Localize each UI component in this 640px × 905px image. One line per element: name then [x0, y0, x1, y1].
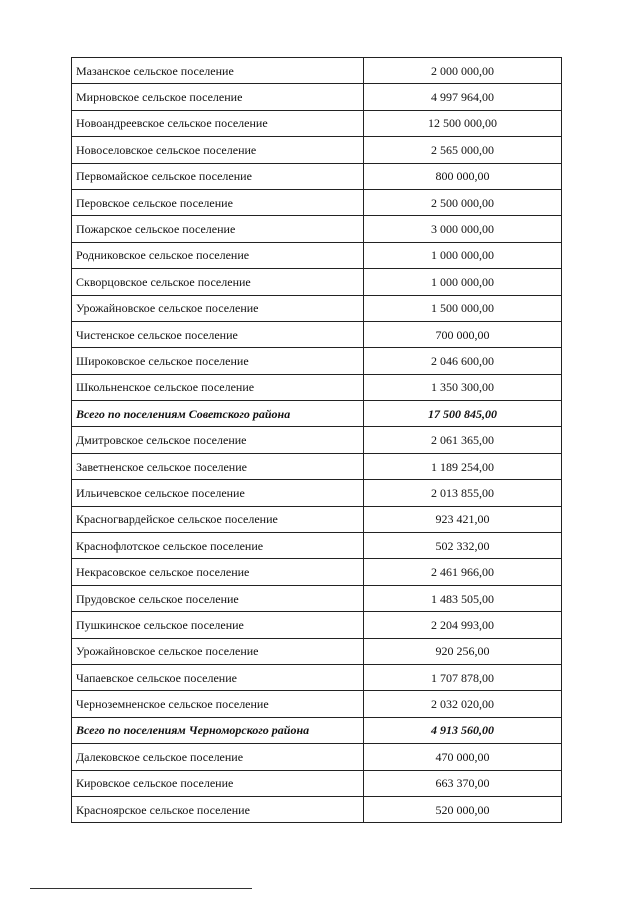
amount-cell: 1 189 254,00 — [364, 453, 562, 479]
settlement-name-cell: Чистенское сельское поселение — [72, 321, 364, 347]
amount-cell: 1 350 300,00 — [364, 374, 562, 400]
settlement-name-cell: Первомайское сельское поселение — [72, 163, 364, 189]
table-row — [72, 770, 562, 796]
table-row — [72, 559, 562, 585]
table-body — [72, 58, 562, 823]
amount-cell: 1 483 505,00 — [364, 585, 562, 611]
settlement-name-cell: Далековское сельское поселение — [72, 744, 364, 770]
settlement-name-cell: Дмитровское сельское поселение — [72, 427, 364, 453]
table-row — [72, 110, 562, 136]
amount-cell: 1 707 878,00 — [364, 664, 562, 690]
settlement-name-cell: Черноземненское сельское поселение — [72, 691, 364, 717]
settlement-name-cell: Краснофлотское сельское поселение — [72, 533, 364, 559]
amount-cell: 1 500 000,00 — [364, 295, 562, 321]
table-row — [72, 533, 562, 559]
amount-cell: 2 500 000,00 — [364, 189, 562, 215]
table-row — [72, 796, 562, 822]
table-row — [72, 58, 562, 84]
table-row — [72, 137, 562, 163]
settlement-name-cell: Чапаевское сельское поселение — [72, 664, 364, 690]
amount-cell: 663 370,00 — [364, 770, 562, 796]
settlement-name-cell: Мазанское сельское поселение — [72, 58, 364, 84]
settlement-funding-table — [71, 57, 562, 823]
amount-cell: 3 000 000,00 — [364, 216, 562, 242]
settlement-name-cell: Широковское сельское поселение — [72, 348, 364, 374]
amount-cell: 800 000,00 — [364, 163, 562, 189]
amount-cell: 2 000 000,00 — [364, 58, 562, 84]
table-row — [72, 269, 562, 295]
amount-cell: 920 256,00 — [364, 638, 562, 664]
amount-cell: 2 061 365,00 — [364, 427, 562, 453]
settlement-name-cell: Перовское сельское поселение — [72, 189, 364, 215]
amount-cell: 12 500 000,00 — [364, 110, 562, 136]
table-total-row — [72, 717, 562, 743]
district-total-label: Всего по поселениям Черноморского района — [72, 717, 364, 743]
table-row — [72, 242, 562, 268]
settlement-name-cell: Пушкинское сельское поселение — [72, 612, 364, 638]
amount-cell: 700 000,00 — [364, 321, 562, 347]
amount-cell: 2 565 000,00 — [364, 137, 562, 163]
table-row — [72, 480, 562, 506]
settlement-name-cell: Мирновское сельское поселение — [72, 84, 364, 110]
table-row — [72, 348, 562, 374]
amount-cell: 4 997 964,00 — [364, 84, 562, 110]
settlement-name-cell: Пожарское сельское поселение — [72, 216, 364, 242]
amount-cell: 520 000,00 — [364, 796, 562, 822]
amount-cell: 1 000 000,00 — [364, 269, 562, 295]
table-row — [72, 216, 562, 242]
footnote-separator-line — [30, 888, 252, 889]
settlement-name-cell: Прудовское сельское поселение — [72, 585, 364, 611]
settlement-name-cell: Кировское сельское поселение — [72, 770, 364, 796]
amount-cell: 2 032 020,00 — [364, 691, 562, 717]
settlement-name-cell: Заветненское сельское поселение — [72, 453, 364, 479]
amount-cell: 1 000 000,00 — [364, 242, 562, 268]
table-row — [72, 163, 562, 189]
district-total-label: Всего по поселениям Советского района — [72, 401, 364, 427]
settlement-name-cell: Краснoярское сельское поселение — [72, 796, 364, 822]
amount-cell: 2 204 993,00 — [364, 612, 562, 638]
district-total-amount: 4 913 560,00 — [364, 717, 562, 743]
table-row — [72, 612, 562, 638]
settlement-name-cell: Урожайновское сельское поселение — [72, 638, 364, 664]
table-row — [72, 84, 562, 110]
table-row — [72, 189, 562, 215]
settlement-name-cell: Новоандреевское сельское поселение — [72, 110, 364, 136]
table-row — [72, 321, 562, 347]
table-total-row — [72, 401, 562, 427]
amount-cell: 2 046 600,00 — [364, 348, 562, 374]
settlement-name-cell: Ильичевское сельское поселение — [72, 480, 364, 506]
table-row — [72, 744, 562, 770]
amount-cell: 923 421,00 — [364, 506, 562, 532]
table-row — [72, 585, 562, 611]
settlement-name-cell: Красногвардейское сельское поселение — [72, 506, 364, 532]
amount-cell: 470 000,00 — [364, 744, 562, 770]
table-row — [72, 295, 562, 321]
table-row — [72, 453, 562, 479]
settlement-name-cell: Новоселовское сельское поселение — [72, 137, 364, 163]
amount-cell: 2 461 966,00 — [364, 559, 562, 585]
table-row — [72, 374, 562, 400]
table-row — [72, 664, 562, 690]
amount-cell: 502 332,00 — [364, 533, 562, 559]
settlement-name-cell: Скворцовское сельское поселение — [72, 269, 364, 295]
table-row — [72, 638, 562, 664]
table-row — [72, 691, 562, 717]
settlement-name-cell: Родниковское сельское поселение — [72, 242, 364, 268]
district-total-amount: 17 500 845,00 — [364, 401, 562, 427]
settlement-name-cell: Школьненское сельское поселение — [72, 374, 364, 400]
table-row — [72, 427, 562, 453]
settlement-name-cell: Урожайновское сельское поселение — [72, 295, 364, 321]
settlement-name-cell: Некрасовское сельское поселение — [72, 559, 364, 585]
table-row — [72, 506, 562, 532]
amount-cell: 2 013 855,00 — [364, 480, 562, 506]
